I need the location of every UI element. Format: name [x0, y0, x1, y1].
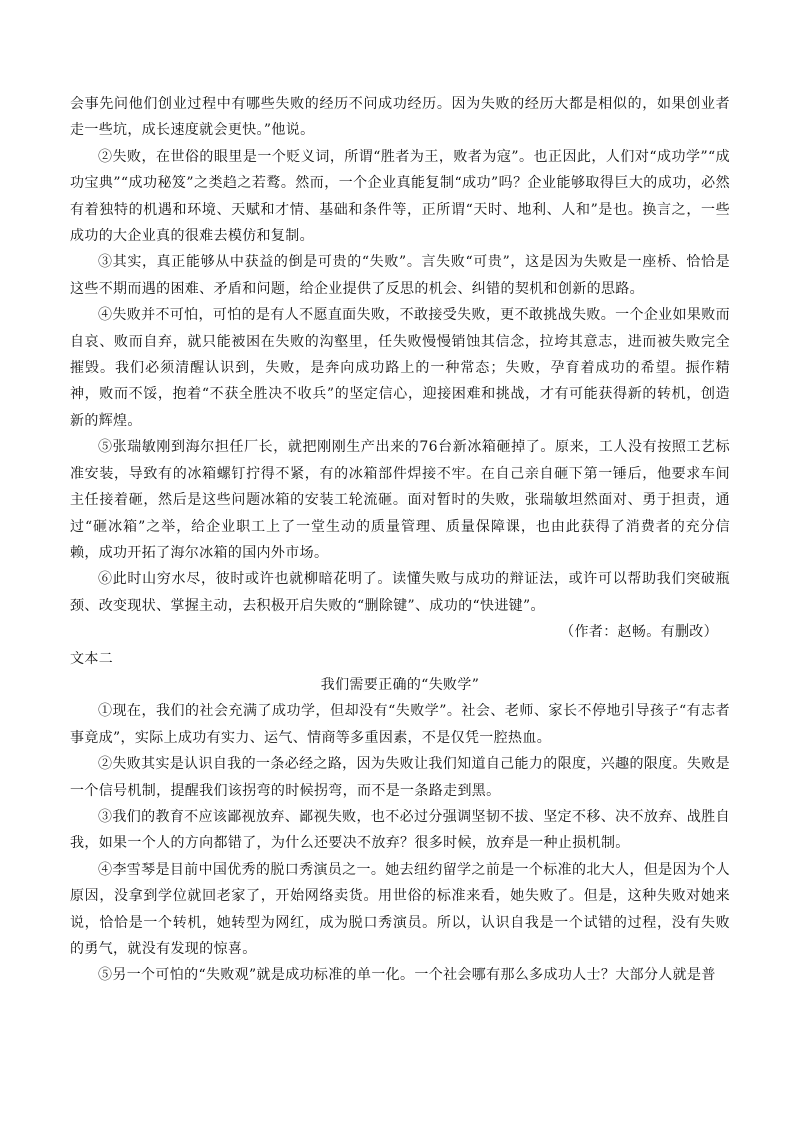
text2-label: 文本二: [70, 650, 114, 667]
text1-paragraph-3: ③其实，真正能够从中获益的倒是可贵的“失败”。言失败“可贵”，这是因为失败是一座桥、恰恰是这些不期而遇的困难、矛盾和问题，给企业提供了反思的机会、纠错的契机和创新的思路。: [70, 254, 730, 297]
text1-paragraph-6: ⑥此时山穷水尽，彼时或许也就柳暗花明了。读懂失败与成功的辩证法，或许可以帮助我们突破瓶颈、改变现状、掌握主动，去积极开启失败的“删除键”、成功的“快进键”。: [70, 571, 730, 614]
text1-paragraph-continued: 会事先问他们创业过程中有哪些失败的经历不问成功经历。因为失败的经历大都是相似的，如果创业者走一些坑，成长速度就会更快。”他说。: [70, 96, 730, 139]
text2-paragraph-3: ③我们的教育不应该鄙视放弃、鄙视失败，也不必过分强调坚韧不拔、坚定不移、决不放弃、战胜自我，如果一个人的方向都错了，为什么还要决不放弃？很多时候，放弃是一种止损机制。: [70, 808, 730, 852]
text2-paragraph-1: ①现在，我们的社会充满了成功学，但却没有“失败学”。社会、老师、家长不停地引导孩子“有志者事竟成”，实际上成功有实力、运气、情商等多重因素，不是仅凭一腔热血。: [70, 703, 730, 746]
text2-title: 我们需要正确的“失败学”: [320, 676, 480, 693]
text1-paragraph-2: ②失败，在世俗的眼里是一个贬义词，所谓“胜者为王，败者为寇”。也正因此，人们对“成功学”“成功宝典”“成功秘笈”之类趋之若鹜。然而，一个企业真能复制“成功”吗？企业能够取得巨大的成功，必然有着独特的机遇和环境、天赋和才情、基础和条件等，正所谓“天时、地利、人和”是也。换言之，一些成功的大企业真的很难去模仿和复制。: [70, 148, 730, 245]
text2-paragraph-2: ②失败其实是认识自我的一条必经之路，因为失败让我们知道自己能力的限度，兴趣的限度。失败是一个信号机制，提醒我们该拐弯的时候拐弯，而不是一条路走到黑。: [70, 756, 730, 799]
text1-paragraph-4: ④失败并不可怕，可怕的是有人不愿直面失败，不敢接受失败，更不敢挑战失败。一个企业如果败而自哀、败而自弃，就只能被困在失败的沟壑里，任失败慢慢销蚀其信念，拉垮其意志，进而被失败完全摧毁。我们必须清醒认识到，失败，是奔向成功路上的一种常态；失败，孕育着成功的希望。振作精神，败而不馁，抱着“不获全胜决不收兵”的坚定信心，迎接困难和挑战，才有可能获得新的转机，创造新的辉煌。: [70, 307, 730, 429]
text2-paragraph-4: ④李雪琴是目前中国优秀的脱口秀演员之一。她去纽约留学之前是一个标准的北大人，但是因为个人原因，没拿到学位就回老家了，开始网络卖货。用世俗的标准来看，她失败了。但是，这种失败对她来说，恰恰是一个转机，她转型为网红，成为脱口秀演员。所以，认识自我是一个试错的过程，没有失败的勇气，就没有发现的惊喜。: [70, 861, 730, 957]
text2-paragraph-5: ⑤另一个可怕的“失败观”就是成功标准的单一化。一个社会哪有那么多成功人士？大部分人就是普: [98, 967, 716, 984]
document-body: [70, 91, 730, 989]
text1-attribution: （作者：赵畅。有删改）: [560, 624, 718, 641]
text1-paragraph-5: ⑤张瑞敏刚到海尔担任厂长，就把刚刚生产出来的76台新冰箱砸掉了。原来，工人没有按照工艺标准安装，导致有的冰箱螺钉拧得不紧，有的冰箱部件焊接不牢。在自己亲自砸下第一锤后，他要求车间主任接着砸，然后是这些问题冰箱的安装工轮流砸。面对暂时的失败，张瑞敏坦然面对、勇于担责，通过“砸冰箱”之举，给企业职工上了一堂生动的质量管理、质量保障课，也由此获得了消费者的充分信赖，成功开拓了海尔冰箱的国内外市场。: [70, 439, 730, 561]
